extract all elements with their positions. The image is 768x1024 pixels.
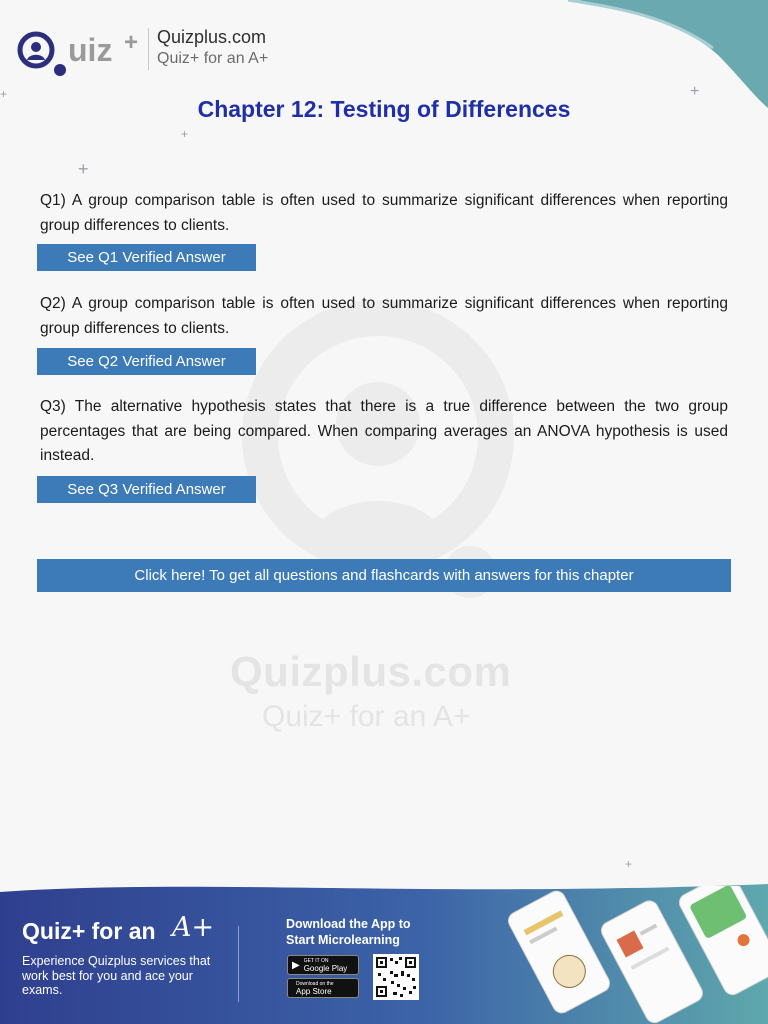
site-tagline: Quiz+ for an A+	[157, 50, 269, 67]
download-line-2: Start Microlearning	[286, 933, 400, 947]
plus-decoration-icon: +	[78, 159, 89, 179]
svg-text:uiz: uiz	[68, 32, 113, 68]
question-text-q2: Q2) A group comparison table is often used to summarize significant differences when reporting group differences to clients.	[40, 295, 728, 337]
google-play-badge[interactable]	[287, 955, 359, 975]
quiz-plus-logo-icon	[16, 26, 150, 80]
qr-code-icon[interactable]	[373, 954, 419, 1000]
plus-decoration-icon: +	[181, 127, 189, 141]
plus-decoration-icon: +	[690, 83, 700, 100]
footer-divider	[238, 926, 239, 1002]
download-line-1: Download the App to	[286, 917, 411, 931]
svg-text:+: +	[124, 29, 139, 56]
app-store-small-label: Download on the	[296, 981, 334, 987]
question-text-q3: Q3) The alternative hypothesis states that there is a true difference between the two group percentages that are being compared. When comparing averages an ANOVA hypothesis is used instead.	[40, 398, 728, 464]
watermark-tagline: Quiz+ for an A+	[262, 700, 471, 733]
app-store-badge[interactable]	[287, 978, 359, 998]
all-questions-flashcards-button[interactable]: Click here! To get all questions and flashcards with answers for this chapter	[37, 559, 731, 592]
header-wave-decoration	[508, 0, 768, 110]
see-q3-answer-button[interactable]: See Q3 Verified Answer	[37, 476, 256, 503]
plus-decoration-icon: +	[625, 857, 633, 871]
download-app-heading	[286, 916, 446, 948]
google-play-small-label: GET IT ON	[303, 958, 329, 964]
logo-divider	[148, 28, 149, 70]
app-phones-illustration	[500, 886, 768, 1024]
watermark-site-name: Quizplus.com	[230, 648, 512, 695]
page-title: Chapter 12: Testing of Differences	[197, 96, 571, 122]
site-name-link[interactable]: Quizplus.com	[157, 27, 267, 47]
app-promo-banner[interactable]	[0, 880, 768, 1024]
footer-description: Experience Quizplus services that work best for you and ace your exams.	[22, 954, 211, 997]
question-text-q1: Q1) A group comparison table is often used to summarize significant differences when reporting group differences to clients.	[40, 192, 728, 234]
google-play-label: Google Play	[303, 964, 348, 973]
app-store-label: App Store	[296, 987, 332, 996]
google-play-icon: ▶	[292, 959, 300, 971]
footer-brand: Quiz+ for an	[22, 918, 156, 944]
see-q2-answer-button[interactable]: See Q2 Verified Answer	[37, 348, 256, 375]
plus-decoration-icon: +	[0, 87, 8, 101]
see-q1-answer-button[interactable]: See Q1 Verified Answer	[37, 244, 256, 271]
footer-aplus: A+	[172, 912, 215, 943]
